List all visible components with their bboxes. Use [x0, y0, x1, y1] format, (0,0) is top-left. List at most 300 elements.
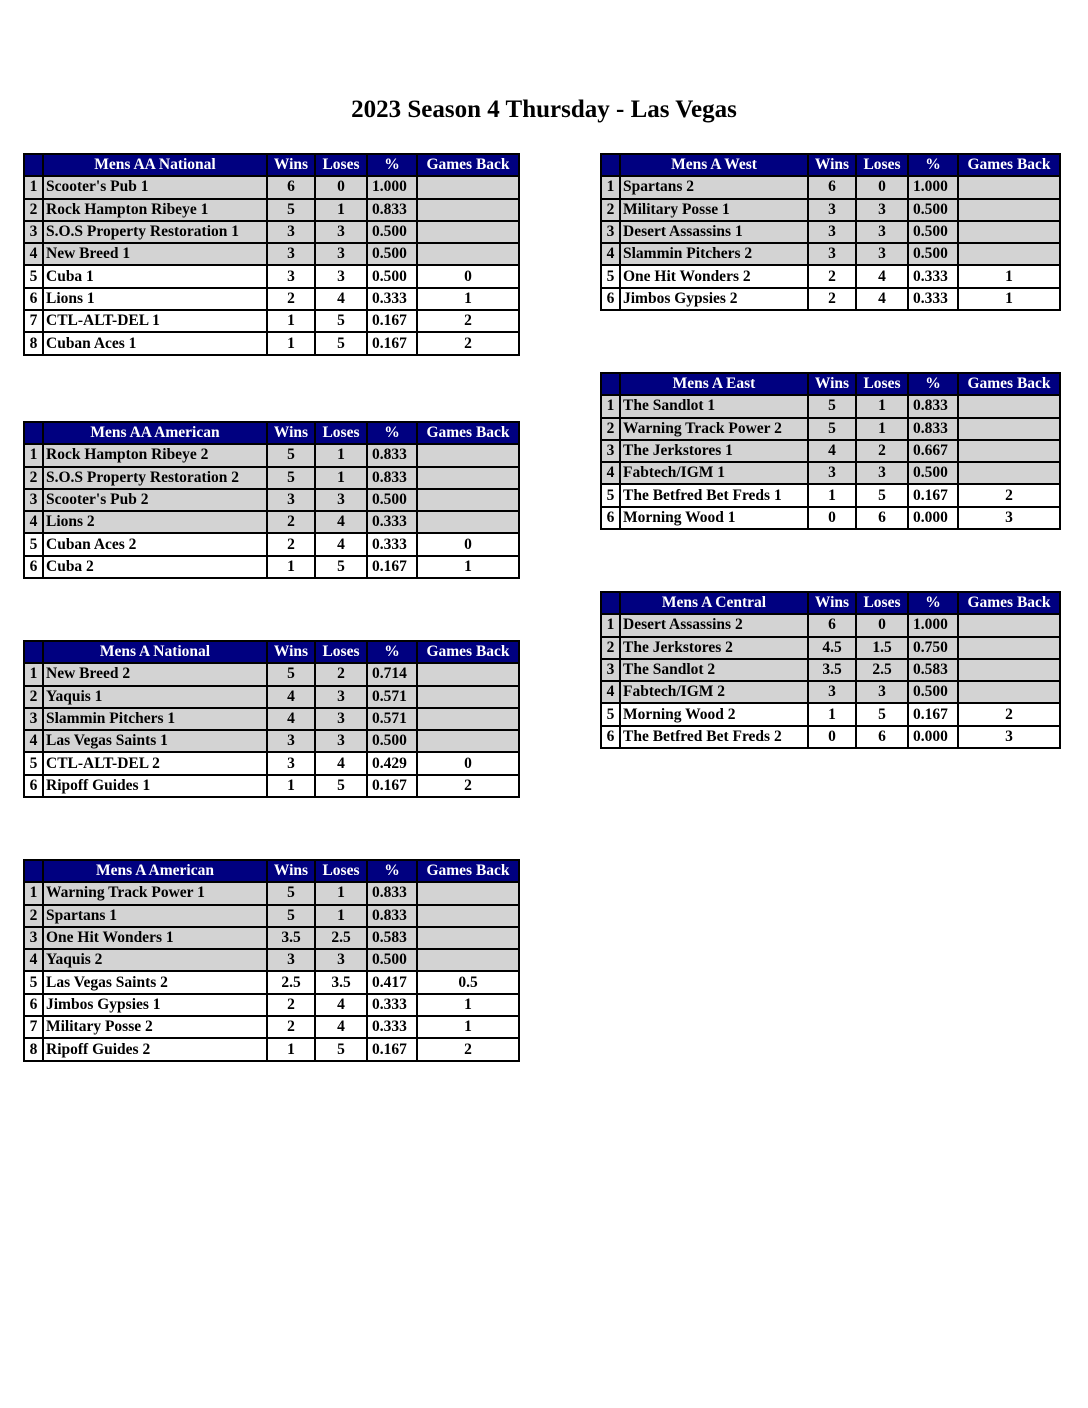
wins-cell: 4.5 — [808, 637, 856, 659]
standings-table-mens-aa-american — [23, 421, 520, 579]
table-row — [601, 507, 1060, 529]
team-name-cell: Jimbos Gypsies 2 — [620, 288, 808, 310]
games-back-cell: 1 — [958, 288, 1060, 310]
pct-cell: 0.417 — [367, 971, 417, 993]
pct-cell: 0.583 — [367, 927, 417, 949]
games-back-cell — [417, 927, 519, 949]
pct-cell: 0.167 — [367, 310, 417, 332]
wins-cell: 5 — [267, 663, 315, 685]
games-back-cell: 2 — [417, 332, 519, 354]
rank-cell: 2 — [24, 199, 43, 221]
team-name-cell: Lions 2 — [43, 511, 267, 533]
pct-cell: 0.333 — [908, 288, 958, 310]
table-row — [601, 418, 1060, 440]
header-rank-blank — [601, 154, 620, 176]
loses-cell: 2.5 — [315, 927, 367, 949]
wins-cell: 2 — [808, 265, 856, 287]
table-row — [24, 927, 519, 949]
pct-cell: 0.429 — [367, 752, 417, 774]
header-pct: % — [367, 860, 417, 882]
standings-table-mens-aa-national — [23, 153, 520, 356]
pct-cell: 0.500 — [367, 489, 417, 511]
header-row — [601, 592, 1060, 614]
division-name: Mens AA National — [43, 154, 267, 176]
wins-cell: 3 — [808, 243, 856, 265]
games-back-cell: 2 — [958, 484, 1060, 506]
wins-cell: 3 — [808, 221, 856, 243]
loses-cell: 3 — [856, 462, 908, 484]
wins-cell: 2.5 — [267, 971, 315, 993]
team-name-cell: S.O.S Property Restoration 1 — [43, 221, 267, 243]
table-row — [24, 556, 519, 578]
games-back-cell: 3 — [958, 726, 1060, 748]
rank-cell: 2 — [24, 905, 43, 927]
pct-cell: 0.714 — [367, 663, 417, 685]
table-row — [24, 288, 519, 310]
header-row — [24, 641, 519, 663]
rank-cell: 5 — [601, 703, 620, 725]
team-name-cell: Cuban Aces 1 — [43, 332, 267, 354]
wins-cell: 3 — [267, 243, 315, 265]
pct-cell: 0.500 — [367, 265, 417, 287]
rank-cell: 7 — [24, 1016, 43, 1038]
pct-cell: 0.333 — [367, 511, 417, 533]
team-name-cell: Las Vegas Saints 2 — [43, 971, 267, 993]
table-row — [24, 905, 519, 927]
wins-cell: 3 — [267, 221, 315, 243]
wins-cell: 5 — [267, 905, 315, 927]
rank-cell: 4 — [601, 681, 620, 703]
loses-cell: 3 — [315, 489, 367, 511]
table-row — [24, 176, 519, 198]
games-back-cell: 0.5 — [417, 971, 519, 993]
rank-cell: 4 — [24, 243, 43, 265]
header-row — [24, 154, 519, 176]
pct-cell: 1.000 — [367, 176, 417, 198]
pct-cell: 0.167 — [908, 484, 958, 506]
pct-cell: 0.500 — [367, 949, 417, 971]
games-back-cell — [958, 681, 1060, 703]
team-name-cell: Fabtech/IGM 2 — [620, 681, 808, 703]
rank-cell: 4 — [601, 243, 620, 265]
team-name-cell: The Jerkstores 2 — [620, 637, 808, 659]
pct-cell: 0.833 — [367, 467, 417, 489]
standings-table-mens-a-american — [23, 859, 520, 1062]
standings-table-mens-a-central — [600, 591, 1061, 749]
team-name-cell: Military Posse 2 — [43, 1016, 267, 1038]
rank-cell: 5 — [24, 752, 43, 774]
pct-cell: 0.833 — [367, 905, 417, 927]
games-back-cell — [958, 176, 1060, 198]
games-back-cell: 0 — [417, 265, 519, 287]
wins-cell: 5 — [267, 467, 315, 489]
table-row — [24, 332, 519, 354]
division-name: Mens A National — [43, 641, 267, 663]
team-name-cell: Desert Assassins 1 — [620, 221, 808, 243]
division-name: Mens A East — [620, 373, 808, 395]
team-name-cell: Ripoff Guides 2 — [43, 1038, 267, 1060]
games-back-cell — [958, 659, 1060, 681]
header-wins: Wins — [267, 860, 315, 882]
rank-cell: 1 — [24, 176, 43, 198]
wins-cell: 3 — [808, 681, 856, 703]
games-back-cell — [417, 467, 519, 489]
table-row — [601, 395, 1060, 417]
table-row — [24, 1016, 519, 1038]
loses-cell: 6 — [856, 507, 908, 529]
loses-cell: 0 — [315, 176, 367, 198]
table-row — [24, 265, 519, 287]
header-row — [601, 154, 1060, 176]
team-name-cell: Spartans 1 — [43, 905, 267, 927]
loses-cell: 6 — [856, 726, 908, 748]
team-name-cell: Slammin Pitchers 1 — [43, 708, 267, 730]
rank-cell: 8 — [24, 1038, 43, 1060]
loses-cell: 3 — [315, 708, 367, 730]
rank-cell: 5 — [601, 265, 620, 287]
pct-cell: 0.333 — [367, 994, 417, 1016]
pct-cell: 0.750 — [908, 637, 958, 659]
loses-cell: 5 — [315, 1038, 367, 1060]
pct-cell: 0.167 — [367, 1038, 417, 1060]
rank-cell: 5 — [24, 533, 43, 555]
loses-cell: 1 — [315, 905, 367, 927]
loses-cell: 1 — [315, 444, 367, 466]
rank-cell: 2 — [601, 637, 620, 659]
table-row — [24, 467, 519, 489]
wins-cell: 5 — [267, 199, 315, 221]
team-name-cell: Slammin Pitchers 2 — [620, 243, 808, 265]
pct-cell: 0.167 — [908, 703, 958, 725]
games-back-cell — [958, 199, 1060, 221]
header-games-back: Games Back — [417, 641, 519, 663]
loses-cell: 2 — [315, 663, 367, 685]
header-games-back: Games Back — [958, 373, 1060, 395]
pct-cell: 0.833 — [367, 199, 417, 221]
loses-cell: 4 — [315, 533, 367, 555]
table-row — [601, 440, 1060, 462]
rank-cell: 1 — [601, 395, 620, 417]
rank-cell: 3 — [601, 440, 620, 462]
table-row — [601, 726, 1060, 748]
pct-cell: 0.333 — [367, 288, 417, 310]
standings-table-mens-a-west — [600, 153, 1061, 311]
team-name-cell: Scooter's Pub 1 — [43, 176, 267, 198]
loses-cell: 4 — [315, 511, 367, 533]
games-back-cell: 0 — [417, 533, 519, 555]
loses-cell: 4 — [315, 994, 367, 1016]
rank-cell: 5 — [24, 265, 43, 287]
team-name-cell: Cuba 1 — [43, 265, 267, 287]
table-row — [24, 882, 519, 904]
team-name-cell: Rock Hampton Ribeye 1 — [43, 199, 267, 221]
games-back-cell: 2 — [417, 310, 519, 332]
team-name-cell: Military Posse 1 — [620, 199, 808, 221]
team-name-cell: New Breed 1 — [43, 243, 267, 265]
games-back-cell — [417, 663, 519, 685]
table-row — [601, 288, 1060, 310]
team-name-cell: CTL-ALT-DEL 2 — [43, 752, 267, 774]
table-row — [24, 310, 519, 332]
rank-cell: 4 — [24, 511, 43, 533]
loses-cell: 3 — [315, 221, 367, 243]
loses-cell: 4 — [856, 288, 908, 310]
table-row — [24, 752, 519, 774]
table-row — [24, 775, 519, 797]
loses-cell: 1 — [315, 882, 367, 904]
page-title: 2023 Season 4 Thursday - Las Vegas — [351, 96, 737, 123]
header-wins: Wins — [267, 641, 315, 663]
games-back-cell — [417, 176, 519, 198]
wins-cell: 0 — [808, 726, 856, 748]
wins-cell: 2 — [267, 533, 315, 555]
loses-cell: 5 — [856, 703, 908, 725]
loses-cell: 3 — [856, 681, 908, 703]
pct-cell: 0.833 — [908, 395, 958, 417]
rank-cell: 6 — [24, 994, 43, 1016]
loses-cell: 3 — [315, 243, 367, 265]
loses-cell: 5 — [315, 332, 367, 354]
loses-cell: 3 — [856, 243, 908, 265]
pct-cell: 0.333 — [367, 1016, 417, 1038]
loses-cell: 1.5 — [856, 637, 908, 659]
pct-cell: 0.500 — [367, 730, 417, 752]
table-row — [601, 265, 1060, 287]
games-back-cell — [958, 395, 1060, 417]
team-name-cell: Cuban Aces 2 — [43, 533, 267, 555]
table-row — [24, 533, 519, 555]
loses-cell: 5 — [315, 310, 367, 332]
rank-cell: 3 — [24, 221, 43, 243]
header-wins: Wins — [267, 154, 315, 176]
team-name-cell: One Hit Wonders 1 — [43, 927, 267, 949]
rank-cell: 6 — [24, 288, 43, 310]
header-loses: Loses — [315, 641, 367, 663]
rank-cell: 2 — [24, 686, 43, 708]
rank-cell: 1 — [24, 882, 43, 904]
rank-cell: 4 — [24, 730, 43, 752]
pct-cell: 0.167 — [367, 332, 417, 354]
wins-cell: 3 — [267, 949, 315, 971]
wins-cell: 3.5 — [267, 927, 315, 949]
wins-cell: 4 — [267, 686, 315, 708]
header-loses: Loses — [315, 860, 367, 882]
games-back-cell — [958, 637, 1060, 659]
loses-cell: 4 — [315, 1016, 367, 1038]
pct-cell: 0.333 — [908, 265, 958, 287]
games-back-cell: 1 — [417, 994, 519, 1016]
rank-cell: 1 — [24, 444, 43, 466]
games-back-cell — [417, 882, 519, 904]
table-row — [24, 730, 519, 752]
loses-cell: 2 — [856, 440, 908, 462]
table-row — [601, 681, 1060, 703]
wins-cell: 1 — [267, 1038, 315, 1060]
table-row — [24, 243, 519, 265]
pct-cell: 0.571 — [367, 686, 417, 708]
rank-cell: 2 — [601, 418, 620, 440]
loses-cell: 1 — [315, 199, 367, 221]
rank-cell: 8 — [24, 332, 43, 354]
team-name-cell: The Sandlot 2 — [620, 659, 808, 681]
games-back-cell: 1 — [417, 1016, 519, 1038]
games-back-cell — [417, 199, 519, 221]
header-wins: Wins — [808, 154, 856, 176]
pct-cell: 0.500 — [908, 199, 958, 221]
wins-cell: 5 — [808, 395, 856, 417]
table-row — [24, 1038, 519, 1060]
rank-cell: 6 — [601, 726, 620, 748]
header-rank-blank — [24, 154, 43, 176]
games-back-cell — [958, 462, 1060, 484]
games-back-cell: 2 — [417, 775, 519, 797]
pct-cell: 0.000 — [908, 507, 958, 529]
games-back-cell — [417, 686, 519, 708]
table-row — [601, 703, 1060, 725]
division-name: Mens A West — [620, 154, 808, 176]
games-back-cell: 1 — [417, 288, 519, 310]
loses-cell: 1 — [315, 467, 367, 489]
table-row — [24, 199, 519, 221]
header-row — [24, 422, 519, 444]
table-row — [24, 949, 519, 971]
rank-cell: 4 — [24, 949, 43, 971]
header-row — [24, 860, 519, 882]
loses-cell: 5 — [315, 775, 367, 797]
wins-cell: 1 — [808, 703, 856, 725]
pct-cell: 0.000 — [908, 726, 958, 748]
wins-cell: 2 — [267, 994, 315, 1016]
wins-cell: 5 — [267, 444, 315, 466]
wins-cell: 1 — [808, 484, 856, 506]
division-name: Mens A Central — [620, 592, 808, 614]
team-name-cell: Fabtech/IGM 1 — [620, 462, 808, 484]
loses-cell: 0 — [856, 176, 908, 198]
loses-cell: 3 — [315, 730, 367, 752]
games-back-cell: 2 — [958, 703, 1060, 725]
wins-cell: 3.5 — [808, 659, 856, 681]
table-row — [24, 444, 519, 466]
division-name: Mens A American — [43, 860, 267, 882]
games-back-cell — [417, 444, 519, 466]
team-name-cell: Yaquis 1 — [43, 686, 267, 708]
loses-cell: 1 — [856, 418, 908, 440]
team-name-cell: Desert Assassins 2 — [620, 614, 808, 636]
rank-cell: 4 — [601, 462, 620, 484]
team-name-cell: Warning Track Power 1 — [43, 882, 267, 904]
pct-cell: 0.667 — [908, 440, 958, 462]
games-back-cell: 1 — [958, 265, 1060, 287]
team-name-cell: CTL-ALT-DEL 1 — [43, 310, 267, 332]
games-back-cell — [958, 418, 1060, 440]
rank-cell: 5 — [24, 971, 43, 993]
rank-cell: 7 — [24, 310, 43, 332]
pct-cell: 0.833 — [367, 882, 417, 904]
games-back-cell — [417, 221, 519, 243]
games-back-cell — [417, 730, 519, 752]
rank-cell: 3 — [24, 489, 43, 511]
rank-cell: 1 — [24, 663, 43, 685]
team-name-cell: S.O.S Property Restoration 2 — [43, 467, 267, 489]
team-name-cell: New Breed 2 — [43, 663, 267, 685]
games-back-cell — [417, 511, 519, 533]
games-back-cell — [958, 614, 1060, 636]
pct-cell: 0.333 — [367, 533, 417, 555]
rank-cell: 3 — [24, 927, 43, 949]
loses-cell: 5 — [315, 556, 367, 578]
wins-cell: 3 — [267, 752, 315, 774]
pct-cell: 0.583 — [908, 659, 958, 681]
header-games-back: Games Back — [417, 154, 519, 176]
header-row — [601, 373, 1060, 395]
header-games-back: Games Back — [958, 154, 1060, 176]
header-pct: % — [908, 154, 958, 176]
team-name-cell: Cuba 2 — [43, 556, 267, 578]
team-name-cell: The Betfred Bet Freds 1 — [620, 484, 808, 506]
team-name-cell: One Hit Wonders 2 — [620, 265, 808, 287]
wins-cell: 4 — [808, 440, 856, 462]
table-row — [24, 994, 519, 1016]
loses-cell: 3 — [315, 686, 367, 708]
team-name-cell: Rock Hampton Ribeye 2 — [43, 444, 267, 466]
wins-cell: 1 — [267, 775, 315, 797]
table-row — [601, 221, 1060, 243]
rank-cell: 6 — [601, 507, 620, 529]
rank-cell: 5 — [601, 484, 620, 506]
header-rank-blank — [601, 592, 620, 614]
rank-cell: 6 — [24, 556, 43, 578]
header-games-back: Games Back — [417, 860, 519, 882]
header-wins: Wins — [267, 422, 315, 444]
games-back-cell — [958, 243, 1060, 265]
loses-cell: 4 — [315, 752, 367, 774]
games-back-cell — [417, 708, 519, 730]
table-row — [24, 511, 519, 533]
games-back-cell: 2 — [417, 1038, 519, 1060]
table-row — [601, 659, 1060, 681]
header-loses: Loses — [856, 373, 908, 395]
pct-cell: 0.500 — [367, 243, 417, 265]
header-loses: Loses — [315, 422, 367, 444]
header-rank-blank — [601, 373, 620, 395]
loses-cell: 3 — [315, 265, 367, 287]
wins-cell: 2 — [267, 511, 315, 533]
pct-cell: 0.833 — [367, 444, 417, 466]
team-name-cell: Warning Track Power 2 — [620, 418, 808, 440]
games-back-cell: 3 — [958, 507, 1060, 529]
pct-cell: 0.500 — [908, 243, 958, 265]
header-games-back: Games Back — [417, 422, 519, 444]
wins-cell: 2 — [267, 288, 315, 310]
wins-cell: 1 — [267, 556, 315, 578]
pct-cell: 1.000 — [908, 176, 958, 198]
table-row — [24, 663, 519, 685]
header-loses: Loses — [856, 592, 908, 614]
team-name-cell: Spartans 2 — [620, 176, 808, 198]
pct-cell: 0.500 — [908, 462, 958, 484]
loses-cell: 4 — [315, 288, 367, 310]
loses-cell: 0 — [856, 614, 908, 636]
table-row — [601, 243, 1060, 265]
table-row — [24, 708, 519, 730]
wins-cell: 6 — [267, 176, 315, 198]
header-pct: % — [367, 154, 417, 176]
loses-cell: 3 — [856, 199, 908, 221]
loses-cell: 4 — [856, 265, 908, 287]
team-name-cell: Las Vegas Saints 1 — [43, 730, 267, 752]
rank-cell: 3 — [24, 708, 43, 730]
games-back-cell: 1 — [417, 556, 519, 578]
